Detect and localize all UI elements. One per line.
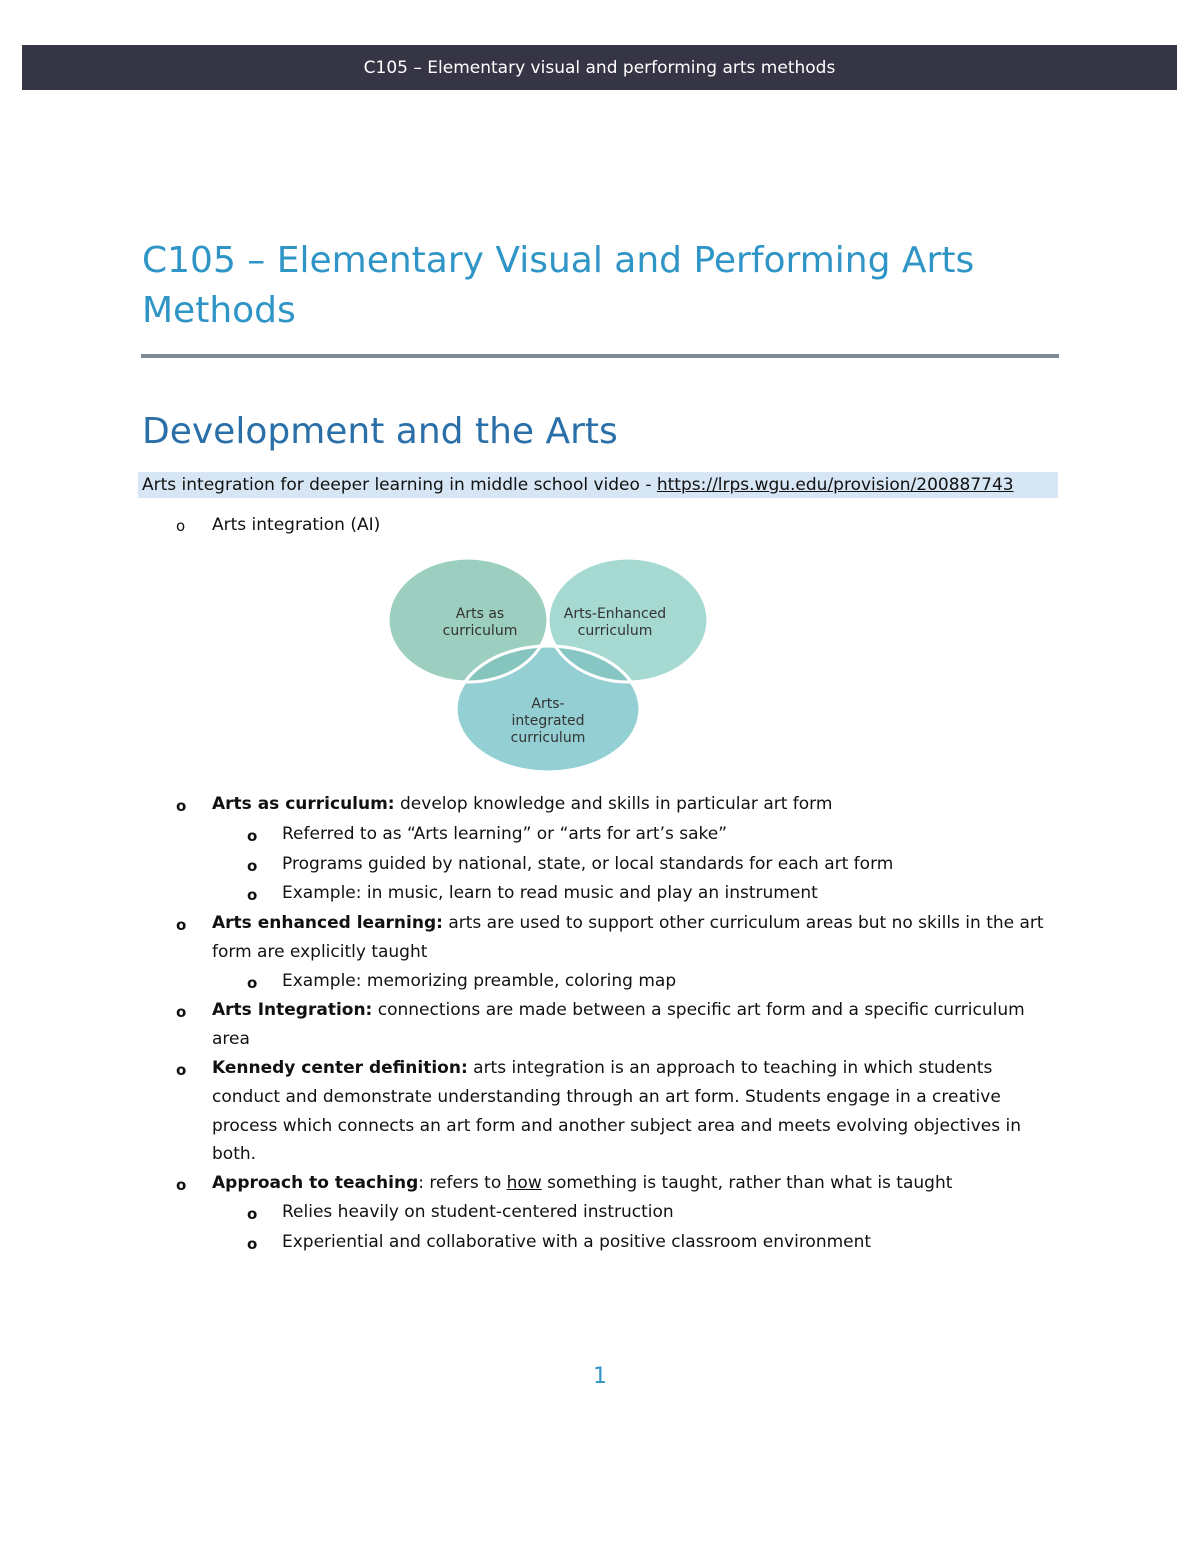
title-divider bbox=[141, 354, 1059, 358]
sub-bullet: o bbox=[247, 974, 258, 992]
sub-item: Referred to as “Arts learning” or “arts for art’s sake” bbox=[282, 824, 728, 844]
running-header bbox=[22, 45, 1177, 90]
sub-bullet: o bbox=[247, 1235, 258, 1253]
list-item-integration: Arts Integration: connections are made between a specific art form and a specific curriculum bbox=[212, 1000, 1025, 1020]
venn-label-bottom-1: Arts- bbox=[531, 696, 565, 712]
list-item-enhanced-cont: form are explicitly taught bbox=[212, 942, 428, 962]
sub-bullet: o bbox=[247, 857, 258, 875]
video-link-line bbox=[138, 472, 1058, 498]
venn-label-bottom-3: curriculum bbox=[510, 730, 586, 746]
list-item-integration-cont: area bbox=[212, 1029, 250, 1049]
list-item-curriculum: Arts as curriculum: develop knowledge and skills in particular art form bbox=[212, 794, 833, 814]
document-title bbox=[142, 236, 1072, 336]
sub-item: Relies heavily on student-centered instruction bbox=[282, 1202, 674, 1222]
bullet: o bbox=[176, 1003, 187, 1021]
term-label: Approach to teaching bbox=[212, 1173, 419, 1193]
venn-label-left-2: curriculum bbox=[442, 623, 518, 639]
title-line-2: Methods bbox=[142, 290, 296, 331]
sub-bullet: o bbox=[247, 1205, 258, 1223]
sub-bullet: o bbox=[247, 827, 258, 845]
venn-label-bottom-2: integrated bbox=[511, 713, 585, 729]
sub-item: Example: in music, learn to read music and play an instrument bbox=[282, 883, 818, 903]
section-heading: Development and the Arts bbox=[142, 411, 618, 452]
bullet: o bbox=[176, 1061, 187, 1079]
title-line-1: C105 – Elementary Visual and Performing Arts bbox=[142, 240, 975, 281]
bullet: o bbox=[176, 797, 187, 815]
list-item-ai: Arts integration (AI) bbox=[212, 515, 381, 535]
venn-label-right-2: curriculum bbox=[577, 623, 653, 639]
list-item-enhanced: Arts enhanced learning: arts are used to support other curriculum areas but no skills in the art bbox=[212, 913, 1044, 933]
sub-item: Programs guided by national, state, or local standards for each art form bbox=[282, 854, 894, 874]
venn-label-left-1: Arts as bbox=[455, 606, 505, 622]
term-label: Arts as curriculum: bbox=[212, 794, 395, 814]
term-label: Arts Integration: bbox=[212, 1000, 373, 1020]
bullet: o bbox=[176, 1176, 187, 1194]
video-link-prefix: Arts integration for deeper learning in middle school video - bbox=[142, 475, 657, 495]
list-item-kennedy-cont: conduct and demonstrate understanding through an art form. Students engage in a creative bbox=[212, 1087, 1001, 1107]
bullet: o bbox=[176, 916, 187, 934]
video-link[interactable]: https://lrps.wgu.edu/provision/200887743 bbox=[656, 475, 1014, 495]
term-label: Arts enhanced learning: bbox=[212, 913, 443, 933]
sub-item: Experiential and collaborative with a positive classroom environment bbox=[282, 1232, 872, 1252]
sub-item: Example: memorizing preamble, coloring map bbox=[282, 971, 677, 991]
sub-bullet: o bbox=[247, 886, 258, 904]
underlined-word: how bbox=[506, 1173, 542, 1193]
header-text: C105 – Elementary visual and performing arts methods bbox=[363, 57, 836, 78]
list-item-kennedy-cont: both. bbox=[212, 1144, 257, 1164]
venn-label-right-1: Arts-Enhanced bbox=[563, 606, 667, 622]
venn-diagram bbox=[380, 552, 720, 778]
list-item-approach: Approach to teaching: refers to how something is taught, rather than what is taught bbox=[212, 1173, 953, 1193]
list-item-kennedy-cont: process which connects an art form and another subject area and meets evolving objectives in bbox=[212, 1116, 1021, 1136]
page-number: 1 bbox=[593, 1364, 607, 1389]
term-label: Kennedy center definition: bbox=[212, 1058, 468, 1078]
bullet-ai: o bbox=[176, 517, 186, 535]
list-item-kennedy: Kennedy center definition: arts integration is an approach to teaching in which students bbox=[212, 1058, 993, 1078]
